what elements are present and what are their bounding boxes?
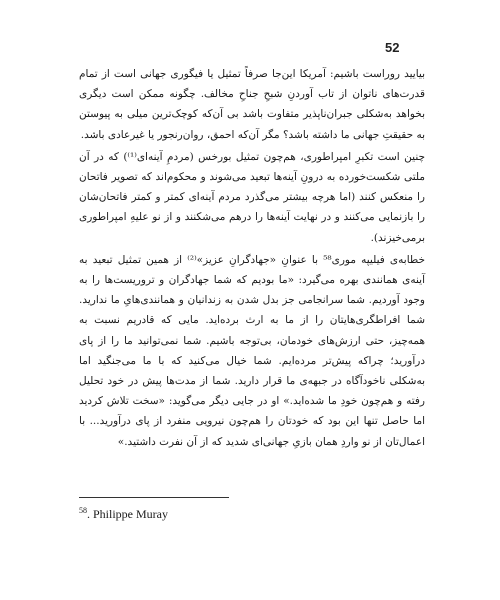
paragraph: خطابه‌ی فیلیپه موری⁵⁸ با عنوانِ «جهادگرانِ عزیز»⁽²⁾ از همین تمثیل تبعید به آینه‌ی همانندی بهره می‌گیرد: «ما بودیم که شما جهادگران و تروریست‌ها را به وجود آوردیم. شما سرانجامی جز بدل شدن به زندانیان و همانندی‌هایِ ما ندارید. شما افراطگری‌هایتان را از ما به ارث برده‌اید. مایی که قادریم نسبت به همه‌چیز، حتی ارزش‌های خودمان، بی‌توجه باشیم. شما نمی‌توانید ما را از پای درآورید؛ چراکه پیش‌تر مرده‌ایم. شما خیال می‌کنید که با ما می‌جنگید اما به‌شکلی ناخودآگاه در جبهه‌ی ما قرار دارید. شما از مدت‌ها پیش در خود تحلیل رفته و هم‌چون خودِ ما شده‌اید.» او در جایی دیگر می‌گوید: «سخت تلاش کردید اما حاصل تنها این بود که خودتان را هم‌چون نیرویی منفرد از پای درآورید... با اعمال‌تان از نو واردِ همان بازیِ جهانی‌ای شدید که از آن نفرت داشتید.» [79,253,426,448]
footnote [79,506,168,522]
footnote-marker: 58 [79,506,87,515]
footnote-text: . Philippe Muray [87,507,168,521]
page-number: 52 [385,40,400,55]
paragraph: بیایید رو‌راست باشیم: آمریکا این‌جا صرفاً تمثیل یا فیگوری جهانی است از تمام قدرت‌های ناتوان از تاب آوردنِ شبحِ جناحِ مخالف. چگونه ممکن است دیگری بخواهد به‌شکلی جبران‌ناپذیر متفاوت باشد بی آن‌که کوچک‌ترین میلی به پیوستن به حقیقتِ جهانی ما داشته باشد؟ مگر آن‌که احمق، روان‌رنجور یا غیرعادی باشد. [79,68,425,141]
paragraph: چنین است تکبرِ امپراطوری، هم‌چون تمثیل بورخس (مردمِ آینه‌ای⁽¹⁾) که در آن ملتی شکست‌خورده به درونِ آینه‌ها تبعید می‌شوند و محکوم‌اند که تصویر فاتحان را منعکس کنند (اما هرچه بیشتر می‌گذرد مردم آینه‌ای کمتر و کمتر فاتحان‌شان را بازنمایی می‌کنند و در نهایت آینه‌ها را درهم می‌شکنند و از نو علیهِ امپراطوری برمی‌خیزند). [79,150,425,244]
footnote-divider [79,497,229,498]
body-text [79,64,425,454]
